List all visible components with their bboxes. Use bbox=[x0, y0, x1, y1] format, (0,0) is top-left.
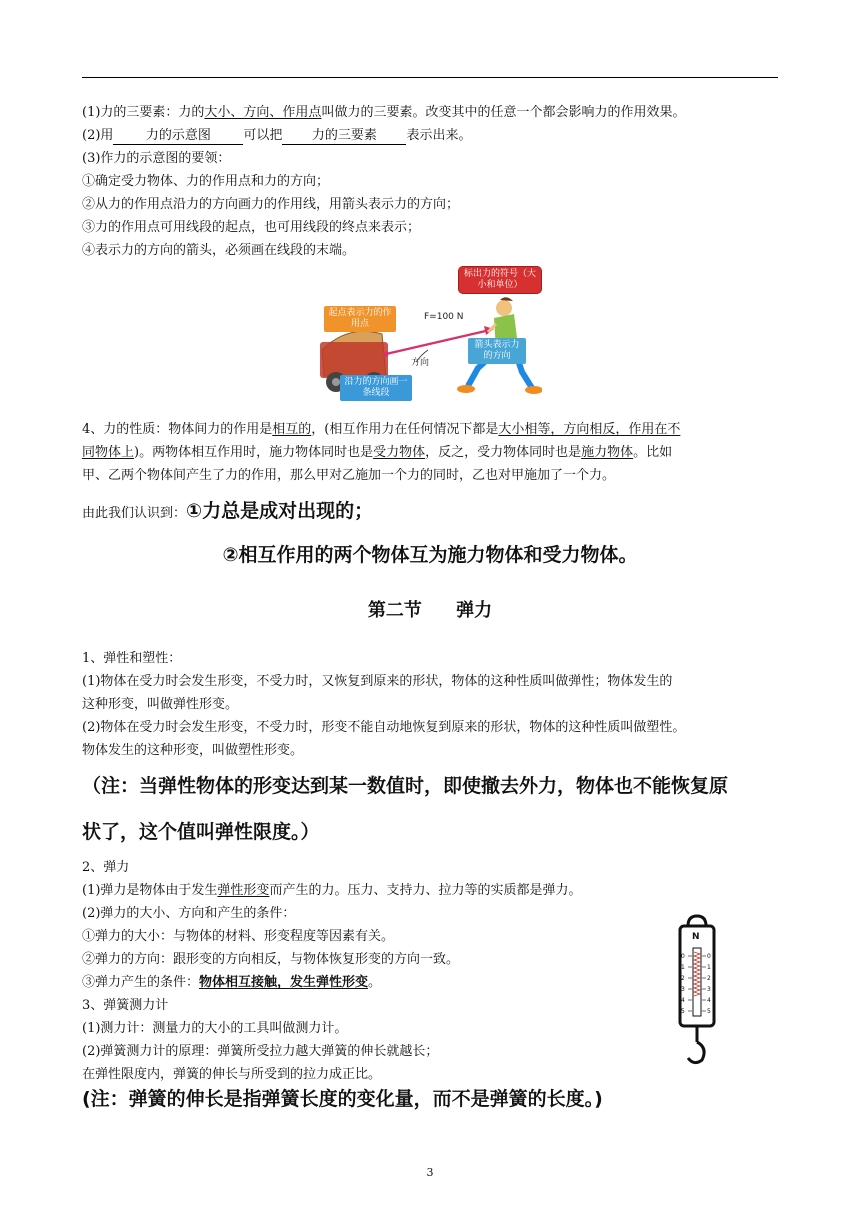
label-arrow-direction: 箭头表示力的方向 bbox=[468, 338, 526, 364]
elastic-force-heading: 2、弹力 bbox=[82, 860, 130, 875]
conclusion-line: 由此我们认识到：①力总是成对出现的； bbox=[82, 500, 374, 522]
rule-2: ②从力的作用点沿力的方向画力的作用线，用箭头表示力的方向； bbox=[82, 197, 460, 212]
gauge-ticks-left: 0 1 2 3 4 5 bbox=[681, 953, 685, 1015]
elastic-force-conditions: (2)弹力的大小、方向和产生的条件： bbox=[82, 906, 296, 921]
label-line-segment: 沿力的方向画一条线段 bbox=[340, 375, 412, 401]
elastic-def-1a: (1)物体在受力时会发生形变，不受力时，又恢复到原来的形状，物体的这种性质叫做弹性；物体发生的 bbox=[82, 674, 673, 689]
gauge-ticks-right: 0 1 2 3 4 5 bbox=[707, 953, 711, 1015]
plastic-def-2b: 物体发生的这种形变，叫做塑性形变。 bbox=[82, 743, 304, 758]
property-line-2: 同物体上)。两物体相互作用时，施力物体同时也是受力物体，反之，受力物体同时也是施力物体。比如 bbox=[82, 445, 673, 460]
elastic-force-cause: ③弹力产生的条件：物体相互接触，发生弹性形变。 bbox=[82, 975, 382, 990]
underlined-three-elements: 大小、方向、作用点 bbox=[204, 105, 322, 120]
spring-scale-heading: 3、弹簧测力计 bbox=[82, 998, 169, 1013]
elastic-force-size: ①弹力的大小：与物体的材料、形变程度等因素有关。 bbox=[82, 929, 395, 944]
note-elastic-limit-a: （注：当弹性物体的形变达到某一数值时，即使撤去外力，物体也不能恢复原 bbox=[82, 775, 729, 797]
force-diagram-illustration bbox=[318, 264, 542, 400]
spring-scale-proportion: 在弹性限度内，弹簧的伸长与所受到的拉力成正比。 bbox=[82, 1067, 382, 1082]
item-diagram-fill: (2)用 力的示意图 可以把 力的三要素 表示出来。 bbox=[82, 128, 472, 143]
rule-1: ①确定受力物体、力的作用点和力的方向； bbox=[82, 174, 330, 189]
note-spring-extension: (注：弹簧的伸长是指弹簧长度的变化量，而不是弹簧的长度。) bbox=[82, 1088, 603, 1110]
label-direction: 方向 bbox=[411, 358, 430, 368]
elastic-def-1b: 这种形变，叫做弹性形变。 bbox=[82, 697, 239, 712]
spring-scale-principle: (2)弹簧测力计的原理：弹簧所受拉力越大弹簧的伸长就越长； bbox=[82, 1044, 439, 1059]
page-number: 3 bbox=[426, 1166, 434, 1179]
property-line-3: 甲、乙两个物体间产生了力的作用，那么甲对乙施加一个力的同时，乙也对甲施加了一个力。 bbox=[82, 468, 616, 483]
label-force-value: F=100 N bbox=[424, 312, 464, 322]
gauge-unit: N bbox=[692, 932, 700, 942]
conclusion-2: ②相互作用的两个物体互为施力物体和受力物体。 bbox=[222, 544, 638, 566]
property-line-1: 4、力的性质：物体间力的作用是相互的，(相互作用力在任何情况下都是大小相等，方向相反，作用在不 bbox=[82, 422, 681, 437]
plastic-def-2a: (2)物体在受力时会发生形变，不受力时，形变不能自动地恢复到原来的形状，物体的这种性质叫做塑性。 bbox=[82, 720, 686, 735]
conclusion-1: ①力总是成对出现的； bbox=[186, 500, 374, 522]
rule-3: ③力的作用点可用线段的起点，也可用线段的终点来表示； bbox=[82, 220, 421, 235]
spring-scale-drawing bbox=[676, 914, 718, 1070]
fill-blank-diagram: 力的示意图 bbox=[113, 127, 243, 145]
elastic-force-def: (1)弹力是物体由于发生弹性形变而产生的力。压力、支持力、拉力等的实质都是弹力。 bbox=[82, 883, 582, 898]
note-elastic-limit-b: 状了，这个值叫弹性限度。） bbox=[82, 821, 320, 843]
label-start-point: 起点表示力的作用点 bbox=[324, 306, 396, 332]
spring-scale-def: (1)测力计：测量力的大小的工具叫做测力计。 bbox=[82, 1021, 348, 1036]
rule-4: ④表示力的方向的箭头，必须画在线段的末端。 bbox=[82, 243, 356, 258]
item-three-elements: (1)力的三要素：力的大小、方向、作用点叫做力的三要素。改变其中的任意一个都会影响力的作用效果。 bbox=[82, 105, 686, 120]
label-force-symbol: 标出力的符号（大小和单位） bbox=[458, 266, 542, 294]
section-title: 第二节 弹力 bbox=[367, 600, 493, 621]
elastic-heading: 1、弹性和塑性： bbox=[82, 651, 182, 666]
item-diagram-rules: (3)作力的示意图的要领： bbox=[82, 151, 231, 166]
elastic-force-direction: ②弹力的方向：跟形变的方向相反，与物体恢复形变的方向一致。 bbox=[82, 952, 460, 967]
fill-blank-elements: 力的三要素 bbox=[282, 127, 406, 145]
header-rule bbox=[82, 77, 778, 78]
